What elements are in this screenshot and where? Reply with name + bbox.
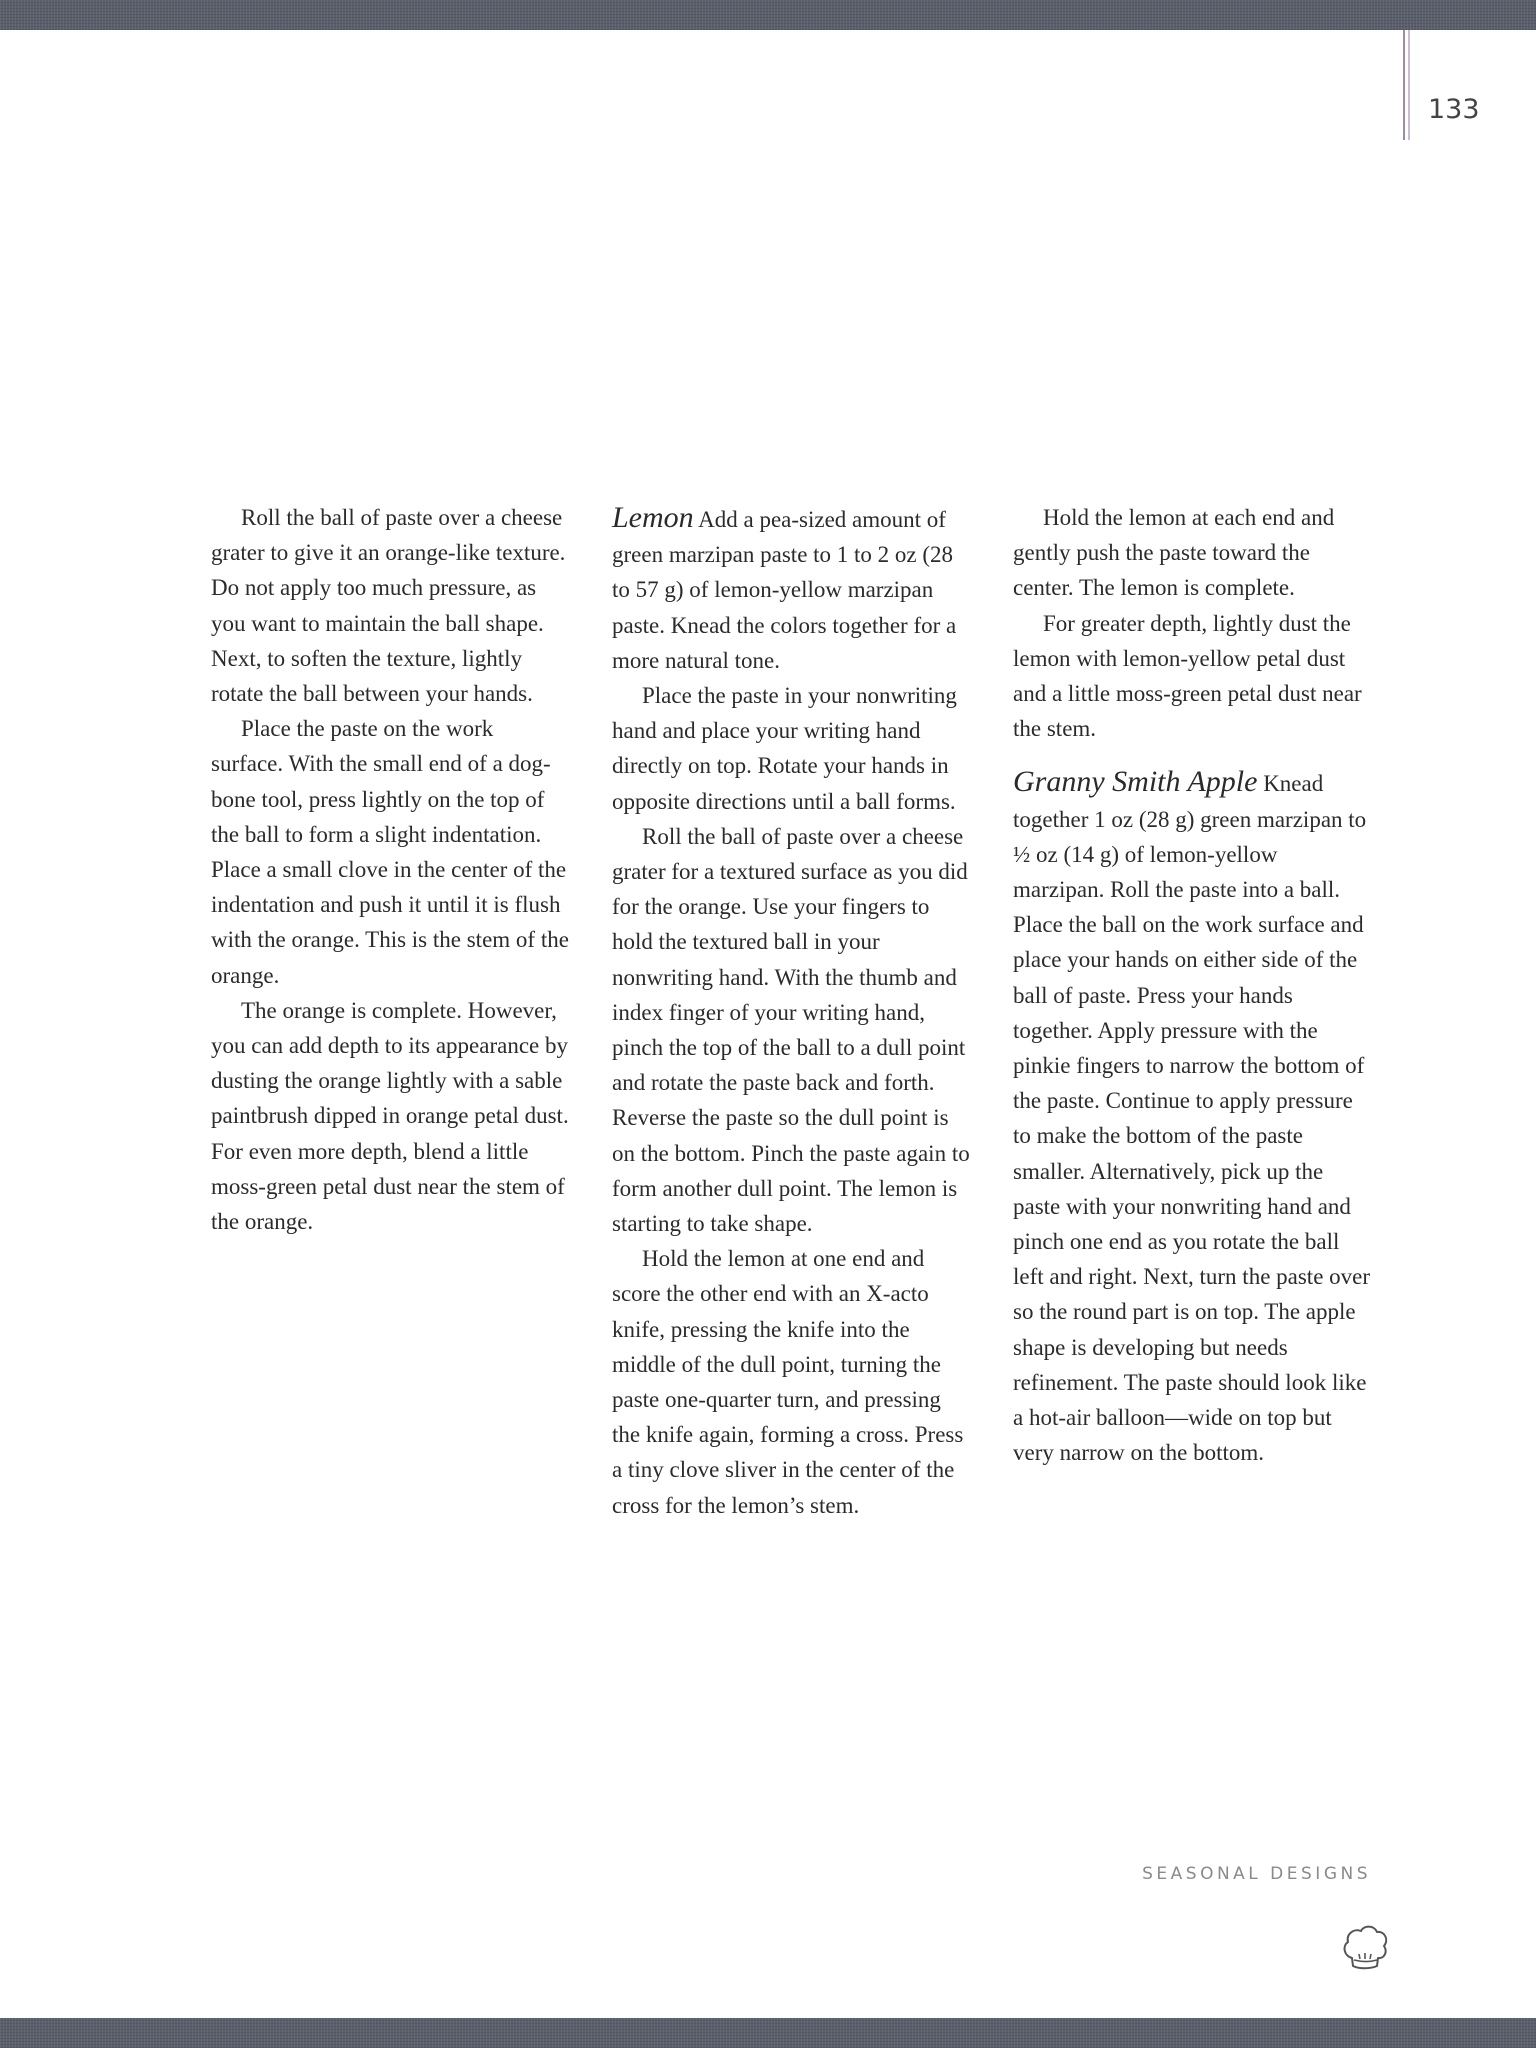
page-marker-rule [1403, 30, 1410, 140]
paragraph: For greater depth, lightly dust the lemon with lemon-yellow petal dust and a little moss-green petal dust near the stem. [1013, 610, 1362, 742]
page-number: 133 [1428, 94, 1480, 125]
text-column-3 [1013, 500, 1373, 1470]
text-column-1 [211, 500, 571, 1239]
bottom-border-band [0, 2018, 1536, 2048]
section-heading-lemon: Lemon [612, 501, 694, 534]
apple-section-intro [1013, 764, 1373, 1470]
section-heading-granny-smith-apple: Granny Smith Apple [1013, 765, 1258, 799]
paragraph-text: Knead together 1 oz (28 g) green marzipan to ½ oz (14 g) of lemon-yellow marzipan. Roll the paste into a ball. Place the ball on the work surface and place your hands on either side of the ball of paste. Press your hands together. Apply pressure with the pinkie fingers to narrow the bottom of the paste. Continue to apply pressure to make the bottom of the paste smaller. Alternatively, pick up the paste with your nonwriting hand and pinch one end as you rotate the ball left and right. Next, turn the paste over so the round part is on top. The apple shape is developing but needs refinement. The paste should look like a hot-air balloon—wide on top but very narrow on the bottom. [1013, 771, 1371, 1466]
paragraph-text: Add a pea-sized amount of green marzipan paste to 1 to 2 oz (28 to 57 g) of lemon-yellow marzipan paste. Knead the colors together for a more natural tone. [612, 507, 957, 673]
top-border-band [0, 0, 1536, 30]
paragraph: Place the paste on the work surface. With the small end of a dog-bone tool, press lightly on the top of the ball to form a slight indentation. Place a small clove in the center of the indentation and push it until it is flush with the orange. This is the stem of the orange. [211, 716, 569, 988]
paragraph: Hold the lemon at one end and score the other end with an X-acto knife, pressing the knife into the middle of the dull point, turning the paste one-quarter turn, and pressing the knife again, forming a cross. Press a tiny clove sliver in the center of the cross for the lemon’s stem. [612, 1246, 964, 1518]
lemon-section-intro [612, 500, 972, 678]
paragraph: Roll the ball of paste over a cheese grater for a textured surface as you did for the orange. Use your fingers to hold the textured ball in your nonwriting hand. With the thumb and index finger of your writing hand, pinch the top of the ball to a dull point and rotate the paste back and forth. Reverse the paste so the dull point is on the bottom. Pinch the paste again to form another dull point. The lemon is starting to take shape. [612, 823, 970, 1237]
section-spacer [1013, 746, 1373, 764]
text-column-2 [612, 500, 972, 1523]
paragraph: Place the paste in your nonwriting hand and place your writing hand directly on top. Rotate your hands in opposite directions until a ball forms. [612, 683, 957, 814]
paragraph: The orange is complete. However, you can add depth to its appearance by dusting the orange lightly with a sable paintbrush dipped in orange petal dust. For even more depth, blend a little moss-green petal dust near the stem of the orange. [211, 997, 569, 1235]
paragraph: Hold the lemon at each end and gently push the paste toward the center. The lemon is complete. [1013, 505, 1335, 601]
paragraph: Roll the ball of paste over a cheese grater to give it an orange-like texture. Do not apply too much pressure, as you want to maintain the ball shape. Next, to soften the texture, lightly rotate the ball between your hands. [211, 505, 566, 707]
running-foot-section-title: SEASONAL DESIGNS [1142, 1864, 1371, 1884]
chef-hat-icon [1340, 1922, 1390, 1972]
